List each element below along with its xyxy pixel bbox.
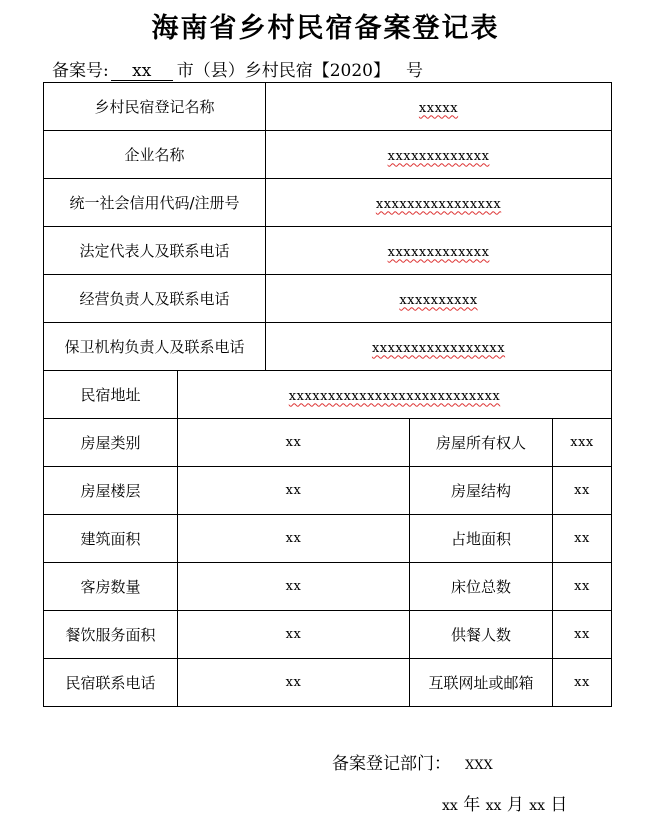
field-label: 床位总数: [410, 563, 553, 611]
field-value[interactable]: xxxxxxxxxxxxxxxx: [266, 179, 612, 227]
table-row: [44, 611, 612, 659]
year-unit: 年: [463, 795, 481, 815]
table-row: [44, 563, 612, 611]
field-value[interactable]: xx: [178, 515, 410, 563]
field-value[interactable]: xx: [178, 659, 410, 707]
table-row: [44, 131, 612, 179]
table-row: [44, 515, 612, 563]
registration-number-line: [52, 56, 423, 81]
field-label: 民宿联系电话: [44, 659, 178, 707]
department-value[interactable]: XXX: [465, 758, 493, 773]
registration-department-line: [332, 749, 493, 774]
table-row: [44, 83, 612, 131]
registration-prefix: 备案号:: [52, 61, 109, 81]
field-label: 统一社会信用代码/注册号: [44, 179, 266, 227]
field-value[interactable]: xxxxxxxxxxxxx: [266, 227, 612, 275]
field-label: 房屋结构: [410, 467, 553, 515]
field-value[interactable]: xxx: [553, 419, 612, 467]
field-label: 房屋类别: [44, 419, 178, 467]
registration-number-field[interactable]: xx: [111, 62, 173, 81]
table-row: [44, 275, 612, 323]
form-title: 海南省乡村民宿备案登记表: [151, 13, 500, 44]
day-unit: 日: [550, 795, 568, 815]
table-row: [44, 419, 612, 467]
field-value[interactable]: xx: [178, 611, 410, 659]
field-label: 客房数量: [44, 563, 178, 611]
department-label: 备案登记部门：: [332, 754, 451, 774]
field-value[interactable]: xxxxxxxxxxxxx: [266, 131, 612, 179]
registration-form-table: [43, 82, 612, 707]
field-label: 餐饮服务面积: [44, 611, 178, 659]
field-label: 经营负责人及联系电话: [44, 275, 266, 323]
day-value[interactable]: xx: [529, 798, 546, 814]
field-label: 法定代表人及联系电话: [44, 227, 266, 275]
field-value[interactable]: xx: [178, 467, 410, 515]
field-value[interactable]: xx: [553, 467, 612, 515]
field-value[interactable]: xxxxx: [266, 83, 612, 131]
table-row: [44, 323, 612, 371]
field-value[interactable]: xxxxxxxxxx: [266, 275, 612, 323]
month-value[interactable]: xx: [485, 798, 502, 814]
field-label: 房屋楼层: [44, 467, 178, 515]
table-row: [44, 659, 612, 707]
field-label: 供餐人数: [410, 611, 553, 659]
field-label: 房屋所有权人: [410, 419, 553, 467]
field-value[interactable]: xx: [553, 563, 612, 611]
field-value[interactable]: xxxxxxxxxxxxxxxxx: [266, 323, 612, 371]
field-value[interactable]: xx: [178, 563, 410, 611]
field-value[interactable]: xx: [553, 515, 612, 563]
month-unit: 月: [506, 795, 524, 815]
field-label: 保卫机构负责人及联系电话: [44, 323, 266, 371]
field-label: 民宿地址: [44, 371, 178, 419]
date-line: [442, 790, 567, 815]
registration-suffix: 号: [406, 61, 423, 81]
table-row: [44, 179, 612, 227]
field-label: 互联网址或邮箱: [410, 659, 553, 707]
field-value[interactable]: xx: [553, 611, 612, 659]
table-row: [44, 227, 612, 275]
field-value[interactable]: xx: [553, 659, 612, 707]
field-label: 建筑面积: [44, 515, 178, 563]
field-label: 占地面积: [410, 515, 553, 563]
table-row: [44, 371, 612, 419]
field-value[interactable]: xx: [178, 419, 410, 467]
field-label: 乡村民宿登记名称: [44, 83, 266, 131]
year-value[interactable]: xx: [442, 798, 458, 814]
field-label: 企业名称: [44, 131, 266, 179]
table-row: [44, 467, 612, 515]
registration-middle-text: 市（县）乡村民宿【2020】: [176, 61, 390, 81]
field-value[interactable]: xxxxxxxxxxxxxxxxxxxxxxxxxxx: [178, 371, 612, 419]
